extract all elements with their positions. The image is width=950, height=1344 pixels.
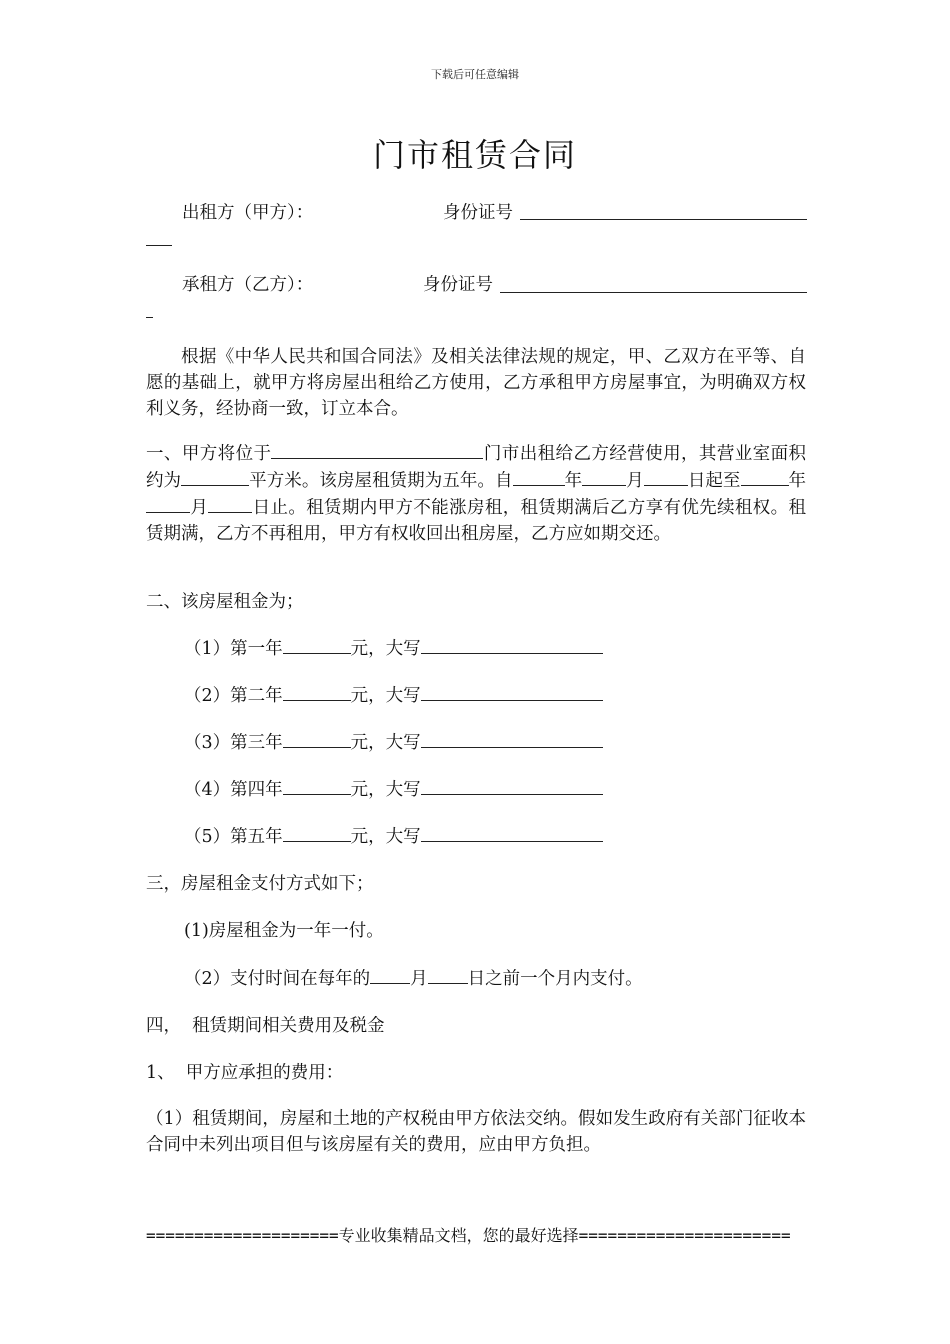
lessee-id-label: 身份证号	[423, 275, 493, 295]
section-1	[146, 440, 806, 547]
document-title: 门市租赁合同	[372, 136, 577, 174]
rent-unit-label: 元，大写	[350, 780, 421, 800]
rent-words-blank[interactable]	[421, 682, 603, 701]
section-1-text-e: 月	[626, 471, 644, 491]
lessor-id-label: 身份证号	[443, 203, 513, 223]
payment-time-text-c: 日之前一个月内支付。	[467, 969, 643, 989]
section-1-text-f: 日起至	[687, 471, 741, 491]
start-month-blank[interactable]	[582, 467, 626, 486]
section-3-heading: 三，房屋租金支付方式如下；	[146, 874, 374, 894]
header-note: 下载后可任意编辑	[431, 68, 519, 81]
start-year-blank[interactable]	[513, 467, 565, 486]
rent-amount-blank[interactable]	[283, 729, 351, 748]
rent-year-label: （2）第二年	[184, 686, 283, 706]
payment-month-blank[interactable]	[370, 965, 410, 984]
section-4-sub-1: 1、 甲方应承担的费用：	[146, 1063, 344, 1083]
rent-year-label: （1）第一年	[184, 639, 283, 659]
payment-time-text-a: （2）支付时间在每年的	[184, 969, 371, 989]
lessee-label: 承租方（乙方）：	[182, 275, 314, 295]
lessee-id-blank[interactable]	[500, 292, 807, 293]
lessee-id-blank-continued	[146, 317, 153, 318]
payment-method-2	[184, 965, 643, 992]
rent-unit-label: 元，大写	[350, 639, 421, 659]
payment-day-blank[interactable]	[428, 965, 468, 984]
rent-amount-blank[interactable]	[283, 682, 351, 701]
section-4-item-1	[146, 1106, 806, 1158]
rent-year-label: （5）第五年	[184, 827, 283, 847]
end-month-blank[interactable]	[146, 494, 190, 513]
rent-year-3	[184, 729, 603, 756]
rent-amount-blank[interactable]	[283, 823, 351, 842]
rent-amount-blank[interactable]	[283, 635, 351, 654]
rent-year-5	[184, 823, 603, 850]
section-4-heading: 四， 租赁期间相关费用及税金	[146, 1016, 385, 1036]
rent-year-1	[184, 635, 603, 662]
rent-year-label: （4）第四年	[184, 780, 283, 800]
section-1-text-c: 平方米。该房屋租赁期为五年。自	[249, 471, 513, 491]
section-1-text-h: 月	[190, 498, 209, 518]
lessor-id-blank[interactable]	[520, 219, 807, 220]
rent-words-blank[interactable]	[421, 635, 603, 654]
payment-method-1: (1)房屋租金为一年一付。	[184, 921, 384, 941]
section-4-item-1-text: （1）租赁期间，房屋和土地的产权税由甲方依法交纳。假如发生政府有关部门征收本合同中未列出项目但与该房屋有关的费用，应由甲方负担。	[146, 1109, 806, 1155]
footer-banner: ====================专业收集精品文档，您的最好选择======================	[146, 1226, 791, 1245]
lessor-label: 出租方（甲方）：	[182, 203, 314, 223]
rent-amount-blank[interactable]	[283, 776, 351, 795]
intro-paragraph	[146, 344, 806, 422]
payment-time-text-b: 月	[410, 969, 428, 989]
rent-unit-label: 元，大写	[350, 733, 421, 753]
end-day-blank[interactable]	[208, 494, 252, 513]
section-1-text-b: 门市出租给乙方经营使用，其营业室面积约为	[146, 444, 807, 491]
section-1-text-d: 年	[564, 471, 583, 491]
rent-words-blank[interactable]	[421, 729, 603, 748]
rent-words-blank[interactable]	[421, 823, 603, 842]
lessor-id-blank-continued	[146, 245, 172, 246]
rent-year-label: （3）第三年	[184, 733, 283, 753]
rent-year-2	[184, 682, 603, 709]
start-day-blank[interactable]	[644, 467, 688, 486]
rent-words-blank[interactable]	[421, 776, 603, 795]
section-1-text-i: 日止。租赁期内甲方不能涨房租，租赁期满后乙方享有优先续租权。租赁期满，乙方不再租用，甲方有权收回出租房屋，乙方应如期交还。	[146, 498, 807, 544]
rent-unit-label: 元，大写	[350, 827, 421, 847]
section-1-text-a: 一、甲方将位于	[146, 444, 272, 464]
section-1-text-g: 年	[788, 471, 807, 491]
location-blank[interactable]	[271, 440, 483, 459]
intro-text: 根据《中华人民共和国合同法》及相关法律法规的规定，甲、乙双方在平等、自愿的基础上，就甲方将房屋出租给乙方使用，乙方承租甲方房屋事宜，为明确双方权利义务，经协商一致，订立本合。	[146, 347, 806, 419]
end-year-blank[interactable]	[741, 467, 789, 486]
rent-year-4	[184, 776, 603, 803]
area-blank[interactable]	[181, 467, 249, 486]
rent-unit-label: 元，大写	[350, 686, 421, 706]
section-2-heading: 二、该房屋租金为；	[146, 592, 304, 612]
